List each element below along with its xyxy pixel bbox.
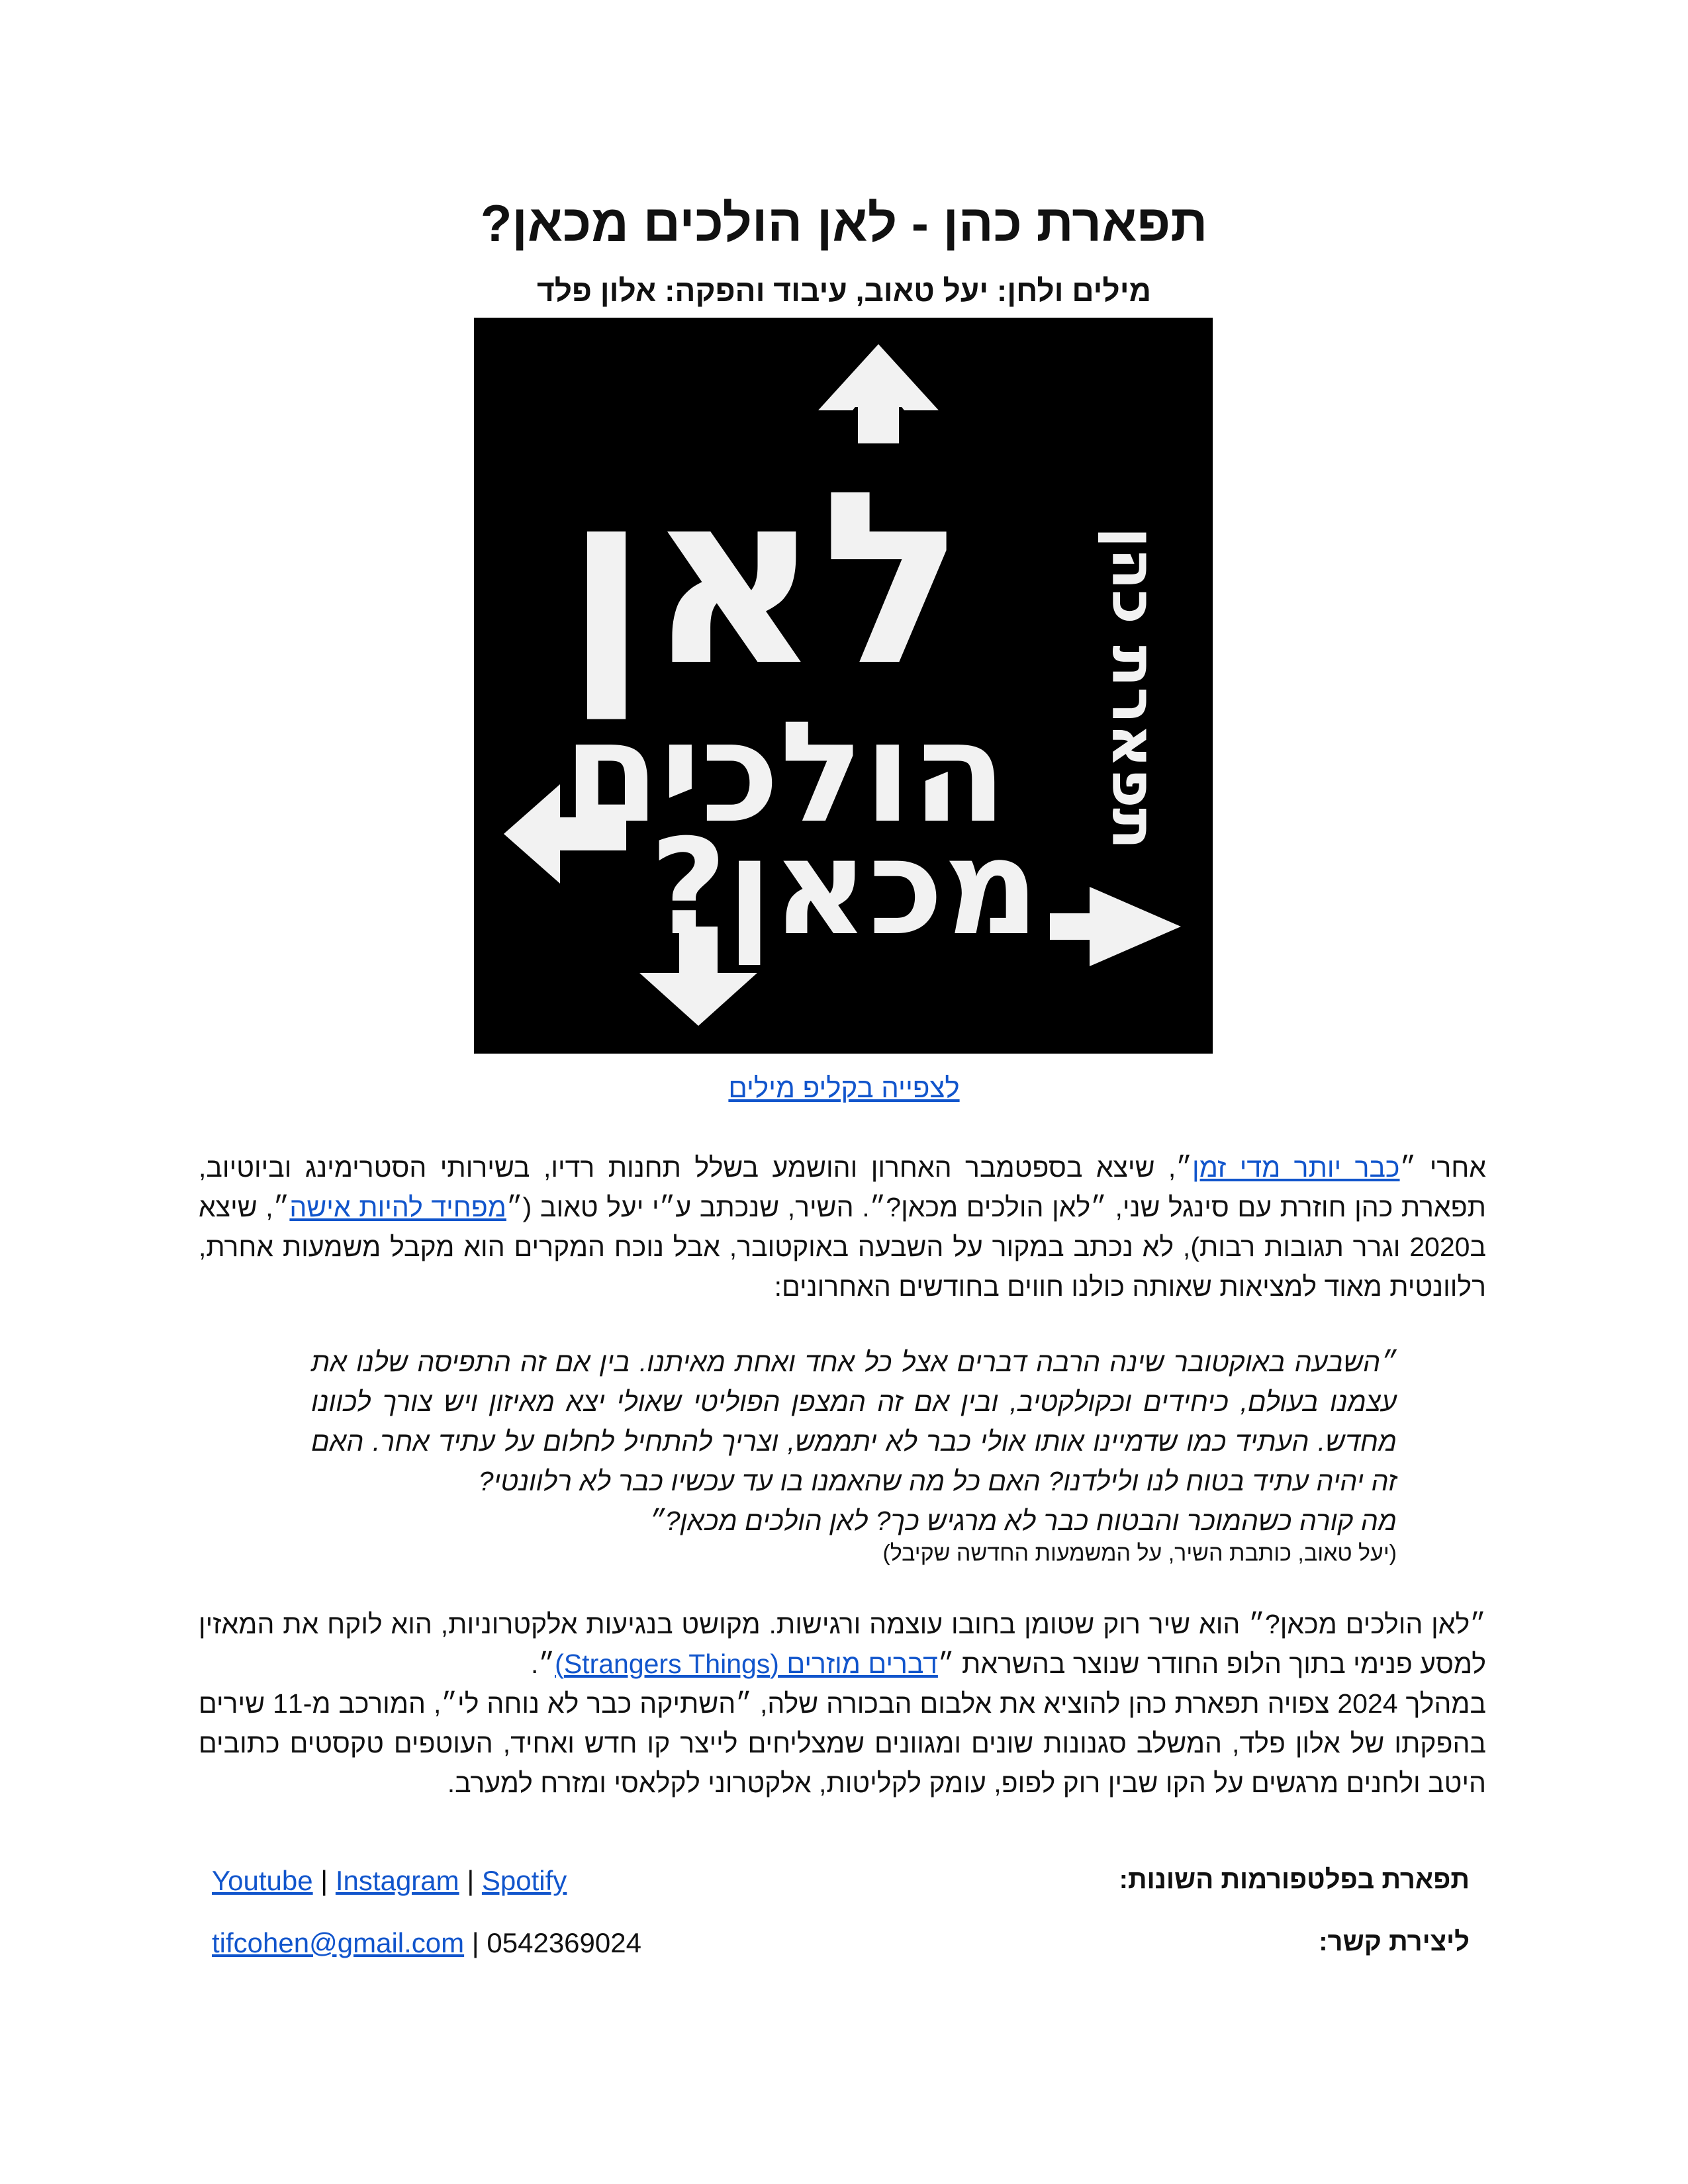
separator: |	[471, 1927, 479, 1958]
previous-single-link[interactable]: כבר יותר מדי זמן	[1192, 1152, 1400, 1183]
credits-subtitle: מילים ולחן: יעל טאוב, עיבוד והפקה: אלון פלד	[536, 273, 1152, 308]
contact-details	[212, 1927, 641, 1959]
intro-paragraph	[199, 1148, 1486, 1306]
writer-quote	[311, 1342, 1397, 1541]
lyrics-clip-link-container	[0, 1072, 1688, 1104]
platform-links	[212, 1865, 567, 1897]
quote-body: ״השבעה באוקטובר שינה הרבה דברים אצל כל אחד ואחת מאיתנו. בין אם זה התפיסה שלנו את עצמנו בעולם, כיחידים וכקולקטיב, ובין אם זה המצפן הפוליטי שאולי יצא מאיזון ויש צורך לכוונו מחדש. העתיד כמו שדמיינו אותו אולי כבר לא יתממש, וצריך להתחיל לחלום על עתיד אחר. האם זה יהיה עתיד בטוח לנו ולילדנו? האם כל מה שהאמנו בו עד עכשיו כבר לא רלוונטי?	[311, 1347, 1397, 1496]
platforms-label: תפארת בפלטפורמות השונות:	[1119, 1865, 1470, 1894]
quote-attribution: (יעל טאוב, כותבת השיר, על המשמעות החדשה שקיבל)	[882, 1541, 1397, 1566]
description-paragraph	[199, 1604, 1486, 1803]
intro-text-2: ״, שיצא בספטמבר האחרון והושמע בשלל תחנות רדיו, בשירותי הסטרימינג וביוטיוב, תפארת כהן חוזרת עם סינגל שני, ״לאן הולכים מכאן?״. השיר, שנכתב ע״י יעל טאוב (״	[199, 1152, 1486, 1222]
album-text: במהלך 2024 צפויה תפארת כהן להוציא את אלבום הבכורה שלה, ״השתיקה כבר לא נוחה לי״, המורכב מ-11 שירים בהפקתו של אלון פלד, המשלב סגנונות שונים ומגוונים שמצליחים לייצר קו חדש ואחיד, העוטפים טקסטים כתובים היטב ולחנים מרגשים על הקו שבין רוק לפופ, עומק לקליטות, אלקטרוני לקלאסי ומזרח למערב.	[199, 1688, 1486, 1798]
youtube-link[interactable]: Youtube	[212, 1865, 313, 1896]
phone-number: 0542369024	[487, 1927, 641, 1958]
page-title: תפארת כהן - לאן הולכים מכאן?	[480, 194, 1208, 252]
inspiration-link[interactable]: דברים מוזרים (Strangers Things)	[555, 1649, 938, 1679]
quote-last-line: מה קורה כשהמוכר והבטוח כבר לא מרגיש כך? לאן הולכים מכאן?״	[649, 1506, 1397, 1536]
cover-art	[474, 318, 1213, 1054]
intro-text-1: אחרי ״	[1399, 1152, 1486, 1183]
separator: |	[320, 1865, 328, 1896]
lyrics-clip-link[interactable]: לצפייה בקליפ מילים	[728, 1072, 960, 1103]
cover-word-2: הולכים	[563, 692, 1008, 854]
cover-word-3: מכאן?	[649, 811, 1040, 965]
desc-text-1: ״לאן הולכים מכאן?״ הוא שיר רוק שטומן בחובו עוצמה ורגישות. מקושט בנגיעות אלקטרוניות, הוא לוקח את המאזין למסע פנימי בתוך הלופ החודר שנוצר בהשראת ״	[199, 1609, 1486, 1679]
desc-text-2: ״.	[531, 1649, 555, 1679]
cover-word-1: לאן	[565, 441, 965, 718]
earlier-song-link[interactable]: מפחיד להיות אישה	[289, 1192, 506, 1222]
cover-artist-name: תפארת כהן	[1098, 527, 1169, 850]
contact-label: ליצירת קשר:	[1319, 1927, 1470, 1956]
spotify-link[interactable]: Spotify	[481, 1865, 567, 1896]
separator: |	[467, 1865, 475, 1896]
album-cover-image	[474, 318, 1213, 1054]
email-link[interactable]: tifcohen@gmail.com	[212, 1927, 465, 1958]
instagram-link[interactable]: Instagram	[335, 1865, 459, 1896]
intro-text-3: ״, שיצא ב2020 וגרר תגובות רבות), לא נכתב במקור על השבעה באוקטובר, אבל נוכח המקרים הוא מקבל משמעות אחרת, רלוונטית מאוד למציאות שאותה כולנו חווים בחודשים האחרונים:	[199, 1192, 1486, 1302]
